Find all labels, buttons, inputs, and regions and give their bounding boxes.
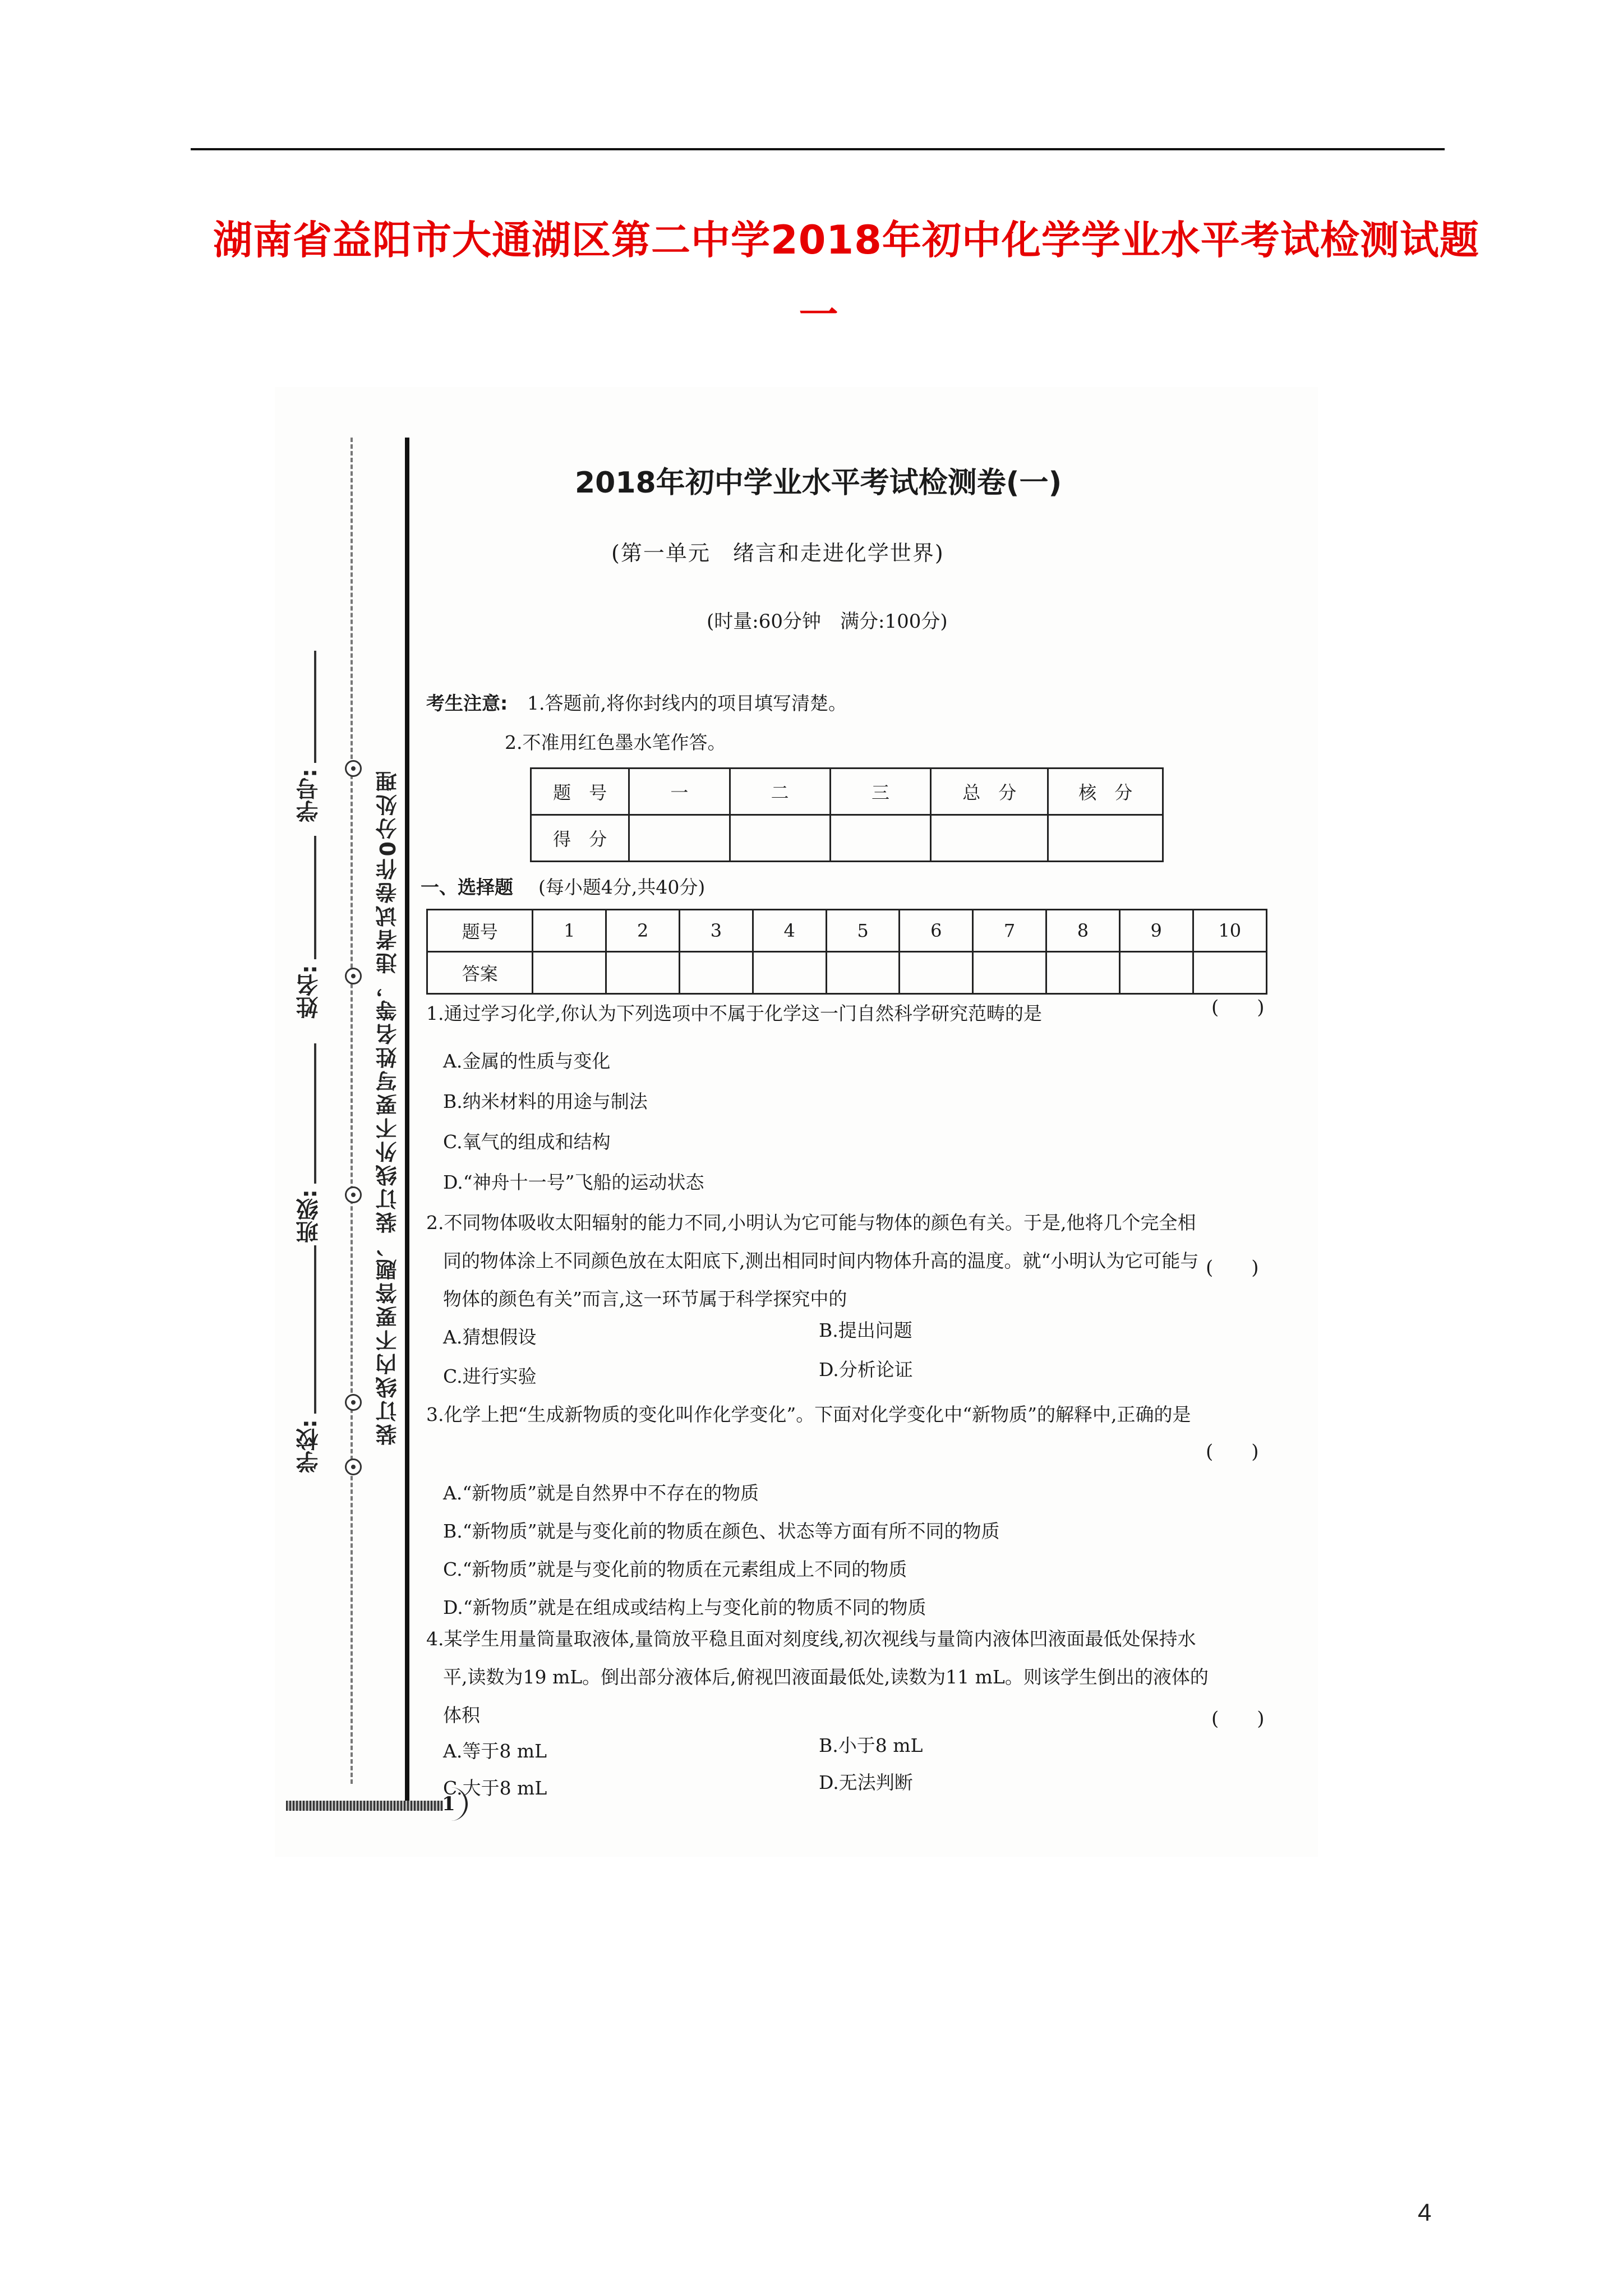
scan-footer-band xyxy=(286,1801,443,1811)
section-heading: 一、选择题 xyxy=(421,876,513,898)
student-id-label: 学号: xyxy=(296,769,322,822)
answer-table-header: 3 xyxy=(680,910,753,952)
class-label: 班级: xyxy=(296,1189,322,1243)
answer-paren: ( ) xyxy=(1206,1441,1259,1463)
score-cell[interactable] xyxy=(730,815,830,862)
score-cell[interactable] xyxy=(1048,815,1163,862)
question-option: D.“神舟十一号”飞船的运动状态 xyxy=(443,1171,704,1193)
score-table-header: 总 分 xyxy=(931,769,1048,815)
school-blank[interactable] xyxy=(314,1245,316,1414)
answer-paren: ( ) xyxy=(1206,1257,1259,1279)
scan-page-number: 1 xyxy=(432,1787,468,1821)
question-option: B.纳米材料的用途与制法 xyxy=(443,1091,648,1112)
student-id-blank[interactable] xyxy=(314,651,316,763)
question-option: C.氧气的组成和结构 xyxy=(443,1131,611,1153)
score-table-row-label: 得 分 xyxy=(531,815,629,862)
answer-cell[interactable] xyxy=(1119,952,1193,994)
score-table xyxy=(530,767,1164,862)
score-table-header: 一 xyxy=(629,769,730,815)
answer-cell[interactable] xyxy=(533,952,606,994)
answer-cell[interactable] xyxy=(680,952,753,994)
binding-hole-marker xyxy=(345,760,362,777)
score-table-header: 题 号 xyxy=(531,769,629,815)
notice-item: 2.不准用红色墨水笔作答。 xyxy=(505,731,726,753)
notice-label: 考生注意: xyxy=(426,692,508,714)
exam-title: 2018年初中学业水平考试检测卷(一) xyxy=(575,466,1062,500)
answer-cell[interactable] xyxy=(900,952,973,994)
answer-table-row-label: 答案 xyxy=(427,952,533,994)
question-option: B.小于8 mL xyxy=(819,1734,923,1756)
question-option: A.猜想假设 xyxy=(443,1326,537,1348)
answer-table xyxy=(426,909,1267,995)
question-stem-continued: 体积 xyxy=(443,1704,480,1726)
question-stem: 3.化学上把“生成新物质的变化叫作化学变化”。下面对化学变化中“新物质”的解释中,正确的是 xyxy=(426,1404,1191,1425)
section-note: (每小题4分,共40分) xyxy=(538,876,706,898)
answer-table-header: 10 xyxy=(1193,910,1266,952)
header-rule xyxy=(191,148,1445,150)
question-option: D.分析论证 xyxy=(819,1359,913,1381)
page-number: 4 xyxy=(1418,2199,1432,2226)
binding-bar xyxy=(405,438,409,1806)
question-option: C.“新物质”就是与变化前的物质在元素组成上不同的物质 xyxy=(443,1558,907,1580)
notice-item: 1.答题前,将你封线内的项目填写清楚。 xyxy=(527,692,847,714)
answer-cell[interactable] xyxy=(1046,952,1120,994)
class-blank[interactable] xyxy=(314,1043,316,1184)
exam-subtitle: (第一单元 绪言和走进化学世界) xyxy=(611,541,944,565)
question-option: C.进行实验 xyxy=(443,1365,537,1387)
question-stem: 2.不同物体吸收太阳辐射的能力不同,小明认为它可能与物体的颜色有关。于是,他将几个完全相 xyxy=(426,1212,1196,1234)
answer-paren: ( ) xyxy=(1211,996,1265,1019)
answer-table-header: 5 xyxy=(826,910,900,952)
binding-hole-marker xyxy=(345,1458,362,1475)
binding-hole-marker xyxy=(345,968,362,984)
answer-table-header: 4 xyxy=(753,910,826,952)
question-option: D.“新物质”就是在组成或结构上与变化前的物质不同的物质 xyxy=(443,1596,926,1618)
question-stem: 4.某学生用量筒量取液体,量筒放平稳且面对刻度线,初次视线与量筒内液体凹液面最低处保持水 xyxy=(426,1628,1196,1650)
question-stem-continued: 平,读数为19 mL。倒出部分液体后,俯视凹液面最低处,读数为11 mL。则该学生倒出的液体的 xyxy=(443,1666,1209,1688)
answer-table-header: 题号 xyxy=(427,910,533,952)
binding-warning: 装订线内不要答题、装订线外不要写姓名等，违者试卷作0分处理 xyxy=(376,769,400,1446)
binding-hole-marker xyxy=(345,1394,362,1411)
answer-table-header: 1 xyxy=(533,910,606,952)
school-label: 学校: xyxy=(296,1419,322,1473)
score-table-header: 核 分 xyxy=(1048,769,1163,815)
answer-cell[interactable] xyxy=(973,952,1046,994)
name-label: 姓名: xyxy=(296,965,322,1019)
score-cell[interactable] xyxy=(931,815,1048,862)
name-blank[interactable] xyxy=(314,836,316,959)
question-stem-continued: 同的物体涂上不同颜色放在太阳底下,测出相同时间内物体升高的温度。就“小明认为它可能与 xyxy=(443,1250,1199,1272)
answer-cell[interactable] xyxy=(606,952,680,994)
question-option: A.等于8 mL xyxy=(443,1740,547,1762)
question-option: A.金属的性质与变化 xyxy=(443,1050,611,1072)
answer-table-header: 9 xyxy=(1119,910,1193,952)
answer-table-header: 2 xyxy=(606,910,680,952)
answer-cell[interactable] xyxy=(826,952,900,994)
answer-cell[interactable] xyxy=(1193,952,1266,994)
document-title: 湖南省益阳市大通湖区第二中学2018年初中化学学业水平考试检测试题 xyxy=(213,217,1479,263)
question-option: B.提出问题 xyxy=(819,1319,912,1341)
score-table-header: 三 xyxy=(830,769,930,815)
answer-table-header: 8 xyxy=(1046,910,1120,952)
binding-dashed-line xyxy=(351,438,353,1784)
question-option: D.无法判断 xyxy=(819,1772,913,1793)
score-table-header: 二 xyxy=(730,769,830,815)
answer-table-header: 6 xyxy=(900,910,973,952)
answer-cell[interactable] xyxy=(753,952,826,994)
question-option: C.大于8 mL xyxy=(443,1777,547,1799)
score-cell[interactable] xyxy=(629,815,730,862)
answer-table-header: 7 xyxy=(973,910,1046,952)
score-cell[interactable] xyxy=(830,815,930,862)
exam-time-info: (时量:60分钟 满分:100分) xyxy=(707,610,948,633)
question-option: B.“新物质”就是与变化前的物质在颜色、状态等方面有所不同的物质 xyxy=(443,1520,1000,1542)
question-stem: 1.通过学习化学,你认为下列选项中不属于化学这一门自然科学研究范畴的是 xyxy=(426,1002,1042,1024)
question-stem-continued: 物体的颜色有关”而言,这一环节属于科学探究中的 xyxy=(443,1288,847,1310)
binding-hole-marker xyxy=(345,1186,362,1203)
question-option: A.“新物质”就是自然界中不存在的物质 xyxy=(443,1482,759,1504)
document-title-line2: 一 xyxy=(799,292,839,338)
answer-paren: ( ) xyxy=(1211,1708,1265,1730)
